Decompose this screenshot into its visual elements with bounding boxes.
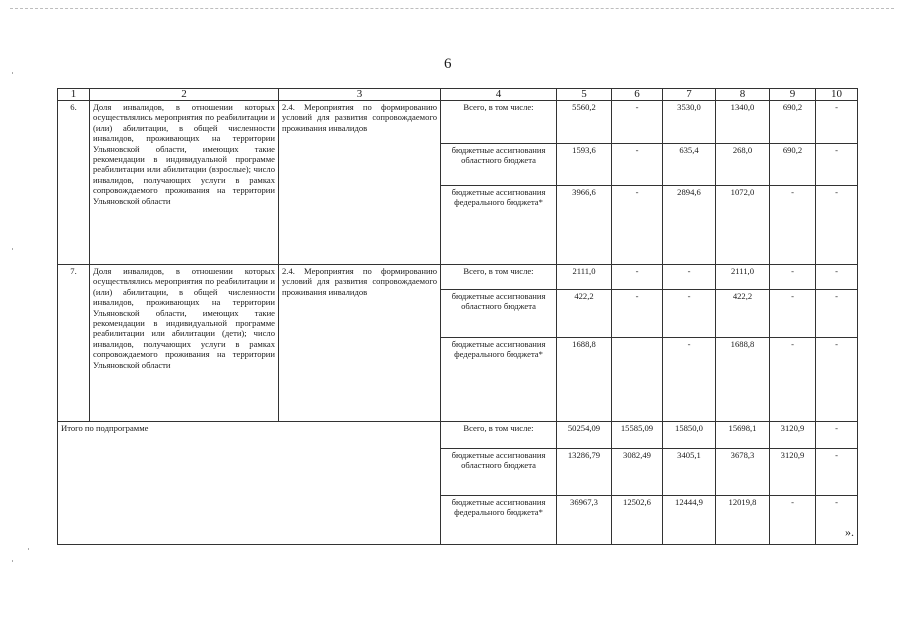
value-cell: - <box>770 338 816 422</box>
column-header: 4 <box>441 89 557 101</box>
value-cell: 268,0 <box>716 144 770 186</box>
value-cell: 36967,3 <box>557 496 612 545</box>
value-cell: 1688,8 <box>716 338 770 422</box>
value-cell: - <box>816 422 858 449</box>
value-cell: - <box>816 290 858 338</box>
value-cell: - <box>612 265 663 290</box>
budget-table <box>57 88 858 545</box>
funding-source: Всего, в том числе: <box>441 422 557 449</box>
value-cell: 12444,9 <box>663 496 716 545</box>
value-cell: 12502,6 <box>612 496 663 545</box>
scan-speck <box>28 548 29 550</box>
value-cell: - <box>663 290 716 338</box>
column-header: 2 <box>90 89 279 101</box>
value-cell: 422,2 <box>557 290 612 338</box>
value-cell: 1688,8 <box>557 338 612 422</box>
funding-source: бюджетные ассигнования федерального бюджета* <box>441 338 557 422</box>
funding-source: Всего, в том числе: <box>441 265 557 290</box>
funding-source: бюджетные ассигнования федерального бюджета* <box>441 496 557 545</box>
table-row <box>58 101 858 144</box>
value-cell: - <box>816 449 858 496</box>
value-cell: 13286,79 <box>557 449 612 496</box>
scan-speck <box>12 248 13 250</box>
page-top-rule <box>10 8 894 9</box>
column-header: 10 <box>816 89 858 101</box>
value-cell: - <box>770 186 816 265</box>
value-cell: - <box>816 186 858 265</box>
value-cell: 1593,6 <box>557 144 612 186</box>
value-cell: 690,2 <box>770 144 816 186</box>
value-cell: - <box>770 496 816 545</box>
column-header: 8 <box>716 89 770 101</box>
value-cell: 3678,3 <box>716 449 770 496</box>
total-label: Итого по подпрограмме <box>58 422 441 545</box>
scan-speck <box>12 72 13 74</box>
indicator-description: Доля инвалидов, в отношении которых осуществлялись мероприятия по реабилитации и (или) абилитации, в общей численности инвалидов, проживающих на территории Ульяновской области, имеющих такие рекомендации в индивидуальной программе реабилитации или абилитации (дети); число инвалидов, получающих услуги в рамках сопровождаемого проживания на территории Ульяновской области <box>90 265 279 422</box>
indicator-description: Доля инвалидов, в отношении которых осуществлялись мероприятия по реабилитации и (или) абилитации, в общей численности инвалидов, проживающих на территории Ульяновской области, имеющих такие рекомендации в индивидуальной программе реабилитации или абилитации (взрослые); число инвалидов, получающих услуги в рамках сопровождаемого проживания на территории Ульяновской области <box>90 101 279 265</box>
value-cell: 3405,1 <box>663 449 716 496</box>
measure-name: 2.4. Мероприятия по формированию условий для развития сопровождаемого проживания инвалидов <box>279 101 441 265</box>
funding-source: бюджетные ассигнования областного бюджета <box>441 449 557 496</box>
value-cell: 3530,0 <box>663 101 716 144</box>
measure-name: 2.4. Мероприятия по формированию условий для развития сопровождаемого проживания инвалидов <box>279 265 441 422</box>
value-cell: - <box>612 290 663 338</box>
table-row <box>58 265 858 290</box>
value-cell: 5560,2 <box>557 101 612 144</box>
header-row <box>58 89 858 101</box>
value-cell: 3082,49 <box>612 449 663 496</box>
value-cell: - <box>770 265 816 290</box>
value-cell: 2894,6 <box>663 186 716 265</box>
column-header: 9 <box>770 89 816 101</box>
row-number: 7. <box>58 265 90 422</box>
value-cell: - <box>663 265 716 290</box>
value-cell: - <box>816 265 858 290</box>
value-cell: 50254,09 <box>557 422 612 449</box>
value-cell: 15585,09 <box>612 422 663 449</box>
value-cell: 2111,0 <box>557 265 612 290</box>
value-cell <box>612 338 663 422</box>
value-cell: 3966,6 <box>557 186 612 265</box>
value-cell: 690,2 <box>770 101 816 144</box>
page-number: 6 <box>444 56 452 72</box>
closing-quote: ». <box>845 525 854 539</box>
value-cell: - <box>612 186 663 265</box>
value-cell: 15698,1 <box>716 422 770 449</box>
row-number: 6. <box>58 101 90 265</box>
value-cell: 422,2 <box>716 290 770 338</box>
funding-source: Всего, в том числе: <box>441 101 557 144</box>
column-header: 1 <box>58 89 90 101</box>
column-header: 7 <box>663 89 716 101</box>
value-cell: 2111,0 <box>716 265 770 290</box>
column-header: 6 <box>612 89 663 101</box>
value-cell: 1340,0 <box>716 101 770 144</box>
value-cell: - <box>816 496 858 545</box>
value-cell: 3120,9 <box>770 449 816 496</box>
value-cell: - <box>612 101 663 144</box>
funding-source: бюджетные ассигнования областного бюджета <box>441 144 557 186</box>
funding-source: бюджетные ассигнования федерального бюджета* <box>441 186 557 265</box>
funding-source: бюджетные ассигнования областного бюджета <box>441 290 557 338</box>
value-cell: - <box>770 290 816 338</box>
total-row <box>58 422 858 449</box>
value-cell: - <box>663 338 716 422</box>
value-cell: - <box>816 101 858 144</box>
scan-speck <box>12 560 13 562</box>
column-header: 5 <box>557 89 612 101</box>
value-cell: 12019,8 <box>716 496 770 545</box>
value-cell: - <box>612 144 663 186</box>
value-cell: 3120,9 <box>770 422 816 449</box>
value-cell: 635,4 <box>663 144 716 186</box>
value-cell: - <box>816 144 858 186</box>
value-cell: 15850,0 <box>663 422 716 449</box>
value-cell: - <box>816 338 858 422</box>
value-cell: 1072,0 <box>716 186 770 265</box>
column-header: 3 <box>279 89 441 101</box>
